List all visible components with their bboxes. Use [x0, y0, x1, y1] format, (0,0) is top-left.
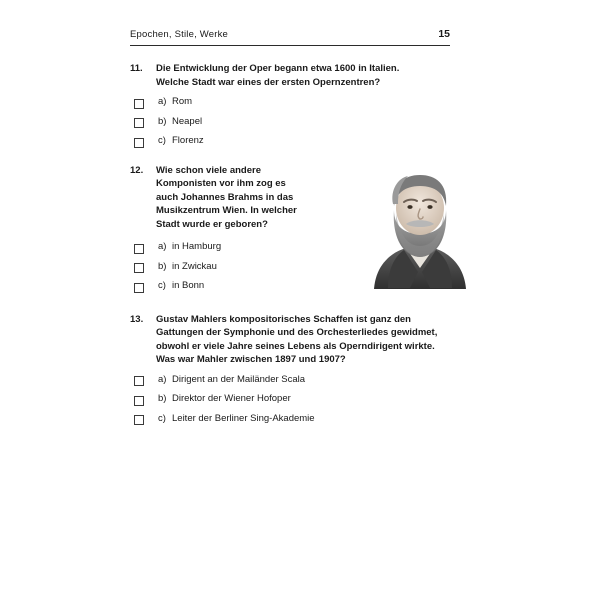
- checkbox-icon[interactable]: [134, 376, 144, 386]
- header-divider: [130, 45, 450, 46]
- answer-letter: a): [158, 96, 167, 107]
- answer-letter: a): [158, 241, 167, 252]
- checkbox-icon[interactable]: [134, 415, 144, 425]
- page-number: 15: [438, 28, 450, 40]
- checkbox-icon[interactable]: [134, 118, 144, 128]
- answer-option[interactable]: [130, 135, 460, 148]
- checkbox-icon[interactable]: [134, 396, 144, 406]
- question-number: 12.: [130, 164, 144, 176]
- question-text: Gustav Mahlers kompositorisches Schaffen ist ganz den Gattungen der Symphonie und des Orchesterliedes gewidmet, obwohl er viele Jahre seines Lebens als Operndirigent wirkte. Was war Mahler zwischen 1897 und 1907?: [156, 313, 438, 365]
- question-block-11: [130, 62, 460, 148]
- question-heading: [130, 62, 460, 89]
- question-text: Wie schon viele andere Komponisten vor ihm zog es auch Johannes Brahms in das Musikzentrum Wien. In welcher Stadt wurde er geboren?: [156, 164, 297, 230]
- answer-letter: c): [158, 135, 166, 146]
- checkbox-icon[interactable]: [134, 138, 144, 148]
- answer-label: [158, 374, 305, 386]
- answer-option[interactable]: [130, 96, 460, 109]
- answer-option[interactable]: [130, 413, 460, 426]
- answer-label: [158, 135, 204, 147]
- checkbox-icon[interactable]: [134, 244, 144, 254]
- answer-label: [158, 280, 204, 292]
- answer-letter: c): [158, 280, 166, 291]
- answer-text: Direktor der Wiener Hofoper: [172, 393, 291, 404]
- question-block-12: [130, 164, 460, 293]
- answer-option[interactable]: [130, 393, 460, 406]
- question-heading: [130, 313, 460, 367]
- checkbox-icon[interactable]: [134, 263, 144, 273]
- answer-text: Leiter der Berliner Sing-Akademie: [172, 412, 315, 424]
- answer-text: Florenz: [172, 135, 204, 146]
- answer-label: [158, 116, 202, 128]
- page-header: [130, 28, 450, 40]
- question-block-13: [130, 313, 460, 426]
- answer-letter: a): [158, 373, 167, 385]
- answer-letter: b): [158, 260, 167, 272]
- answer-label: [158, 393, 291, 405]
- answer-text: in Bonn: [172, 280, 205, 291]
- answer-list: [130, 374, 460, 426]
- answer-letter: c): [158, 412, 166, 424]
- answer-label: [158, 241, 221, 253]
- answer-text: Rom: [172, 96, 193, 107]
- answer-label: [158, 261, 217, 273]
- answer-label: [158, 96, 192, 108]
- answer-letter: b): [158, 115, 167, 127]
- answer-list: [130, 96, 460, 148]
- answer-text: Dirigent an der Mailänder Scala: [172, 373, 306, 385]
- answer-letter: b): [158, 393, 167, 404]
- answer-label: [158, 413, 315, 425]
- answer-option[interactable]: [130, 116, 460, 129]
- answer-option[interactable]: [130, 374, 460, 387]
- answer-text: in Zwickau: [172, 260, 217, 272]
- header-title: Epochen, Stile, Werke: [130, 29, 229, 40]
- checkbox-icon[interactable]: [134, 283, 144, 293]
- checkbox-icon[interactable]: [134, 99, 144, 109]
- answer-text: in Hamburg: [172, 241, 222, 252]
- question-number: 13.: [130, 313, 144, 325]
- answer-text: Neapel: [172, 115, 203, 127]
- question-number: 11.: [130, 63, 143, 74]
- portrait-johannes-brahms-image: [360, 164, 478, 289]
- question-text: Die Entwicklung der Oper begann etwa 1600 in Italien. Welche Stadt war eines der ersten Opernzentren?: [156, 63, 400, 88]
- questions-container: [130, 62, 460, 439]
